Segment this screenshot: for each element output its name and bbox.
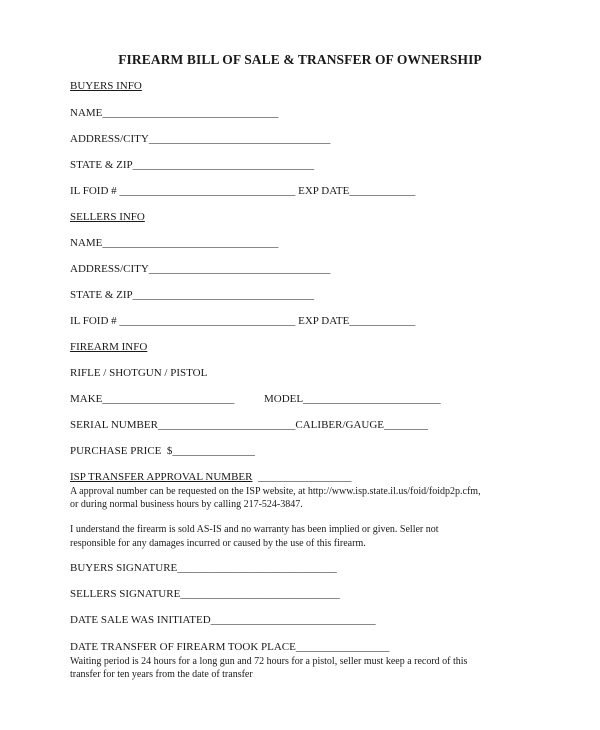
form-title: FIREARM BILL OF SALE & TRANSFER OF OWNERSHIP	[118, 52, 482, 67]
purchase-price-field[interactable]: PURCHASE PRICE $_______________	[70, 445, 255, 457]
buyer-signature-field[interactable]: BUYERS SIGNATURE_____________________________	[70, 562, 337, 574]
firearm-type-options[interactable]: RIFLE / SHOTGUN / PISTOL	[70, 367, 208, 379]
buyer-name-field[interactable]: NAME________________________________	[70, 107, 279, 119]
date-transfer-field[interactable]: DATE TRANSFER OF FIREARM TOOK PLACE_________________	[70, 641, 390, 653]
as-is-line-2: responsible for any damages incurred or caused by the use of this firearm.	[70, 538, 366, 549]
waiting-period-line-2: transfer for ten years from the date of transfer	[70, 669, 253, 680]
buyer-foid-field[interactable]: IL FOID # ________________________________ EXP DATE____________	[70, 185, 416, 197]
firearm-model-field[interactable]: MODEL_________________________	[264, 393, 441, 405]
isp-approval-blank[interactable]: _________________	[252, 471, 352, 483]
firearm-make-field[interactable]: MAKE________________________	[70, 393, 235, 405]
firearm-info-heading: FIREARM INFO	[70, 341, 148, 353]
serial-caliber-field[interactable]: SERIAL NUMBER_________________________CALIBER/GAUGE________	[70, 419, 429, 431]
buyer-state-zip-field[interactable]: STATE & ZIP_________________________________	[70, 159, 315, 171]
seller-foid-field[interactable]: IL FOID # ________________________________ EXP DATE____________	[70, 315, 416, 327]
seller-signature-field[interactable]: SELLERS SIGNATURE_____________________________	[70, 588, 340, 600]
buyer-address-field[interactable]: ADDRESS/CITY_________________________________	[70, 133, 331, 145]
isp-approval-line[interactable]	[70, 471, 351, 484]
seller-state-zip-field[interactable]: STATE & ZIP_________________________________	[70, 289, 315, 301]
seller-address-field[interactable]: ADDRESS/CITY_________________________________	[70, 263, 331, 275]
isp-approval-heading: ISP TRANSFER APPROVAL NUMBER	[70, 471, 253, 483]
as-is-line-1: I understand the firearm is sold AS-IS and no warranty has been implied or given. Seller not	[70, 524, 439, 535]
buyers-info-heading: BUYERS INFO	[70, 80, 142, 92]
sellers-info-heading: SELLERS INFO	[70, 211, 145, 223]
waiting-period-line-1: Waiting period is 24 hours for a long gun and 72 hours for a pistol, seller must keep a record of this	[70, 656, 468, 667]
isp-note-line-1: A approval number can be requested on the ISP website, at http://www.isp.state.il.us/foid/foidp2p.cfm,	[70, 486, 481, 497]
isp-note-line-2: or during normal business hours by calling 217-524-3847.	[70, 499, 303, 510]
date-initiated-field[interactable]: DATE SALE WAS INITIATED______________________________	[70, 614, 376, 626]
seller-name-field[interactable]: NAME________________________________	[70, 237, 279, 249]
